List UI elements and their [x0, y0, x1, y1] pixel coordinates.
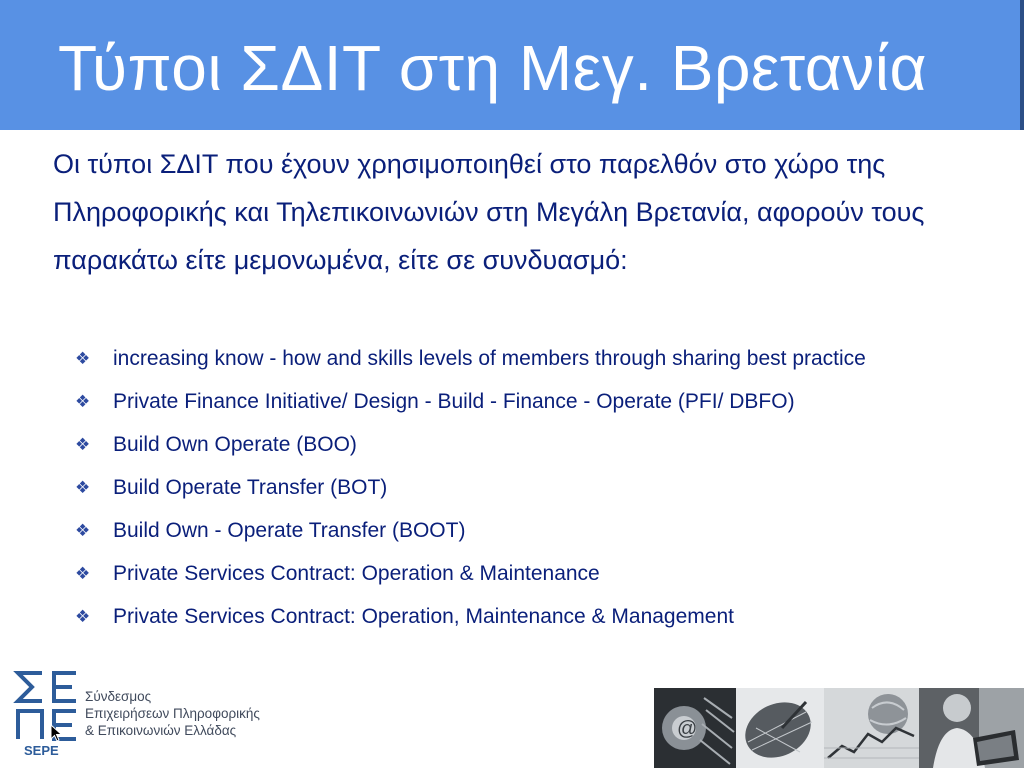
photo-strip [654, 688, 1024, 768]
list-item [75, 512, 975, 549]
list-item-text: Build Own - Operate Transfer (BOOT) [113, 519, 466, 542]
list-item-text: Private Services Contract: Operation & Maintenance [113, 562, 600, 585]
diamond-bullet-icon: ❖ [75, 564, 91, 583]
diamond-bullet-icon: ❖ [75, 349, 91, 368]
intro-paragraph: Οι τύποι ΣΔΙΤ που έχουν χρησιμοποιηθεί στο παρελθόν στο χώρο της Πληροφορικής και Τηλεπικοινωνιών στη Μεγάλη Βρετανία, αφορούν τους παρακάτω είτε μεμονωμένα, είτε σε συνδυασμό: [53, 149, 925, 275]
diamond-bullet-icon: ❖ [75, 478, 91, 497]
list-item-text: increasing know - how and skills levels of members through sharing best practice [113, 347, 866, 370]
svg-text:@: @ [677, 718, 698, 740]
list-item [75, 340, 975, 377]
laptop-user-photo [919, 688, 1024, 768]
list-item-text: Private Finance Initiative/ Design - Build - Finance - Operate (PFI/ DBFO) [113, 390, 795, 413]
logo-line: Επιχειρήσεων Πληροφορικής [85, 706, 260, 721]
list-item-text: Build Operate Transfer (BOT) [113, 476, 388, 499]
list-item-text: Build Own Operate (BOO) [113, 433, 357, 456]
bullet-list [75, 340, 975, 641]
logo-caption [85, 688, 260, 739]
list-item [75, 555, 975, 592]
slide-title: Τύποι ΣΔΙΤ στη Μεγ. Βρετανία [58, 32, 927, 104]
network-photo [654, 688, 736, 768]
diamond-bullet-icon: ❖ [75, 435, 91, 454]
diamond-bullet-icon: ❖ [75, 392, 91, 411]
list-item [75, 383, 975, 420]
list-item [75, 469, 975, 506]
mouse-cursor-icon [50, 724, 64, 742]
satellite-dish-photo [736, 688, 824, 768]
logo-abbreviation: SEPE [24, 743, 59, 758]
logo-line: & Επικοινωνιών Ελλάδας [85, 723, 237, 738]
list-item [75, 598, 975, 635]
diamond-bullet-icon: ❖ [75, 521, 91, 540]
diamond-bullet-icon: ❖ [75, 607, 91, 626]
list-item [75, 426, 975, 463]
list-item-text: Private Services Contract: Operation, Maintenance & Management [113, 605, 734, 628]
title-bar-edge [1020, 0, 1024, 130]
logo-line: Σύνδεσμος [85, 689, 152, 704]
title-bar [0, 0, 1020, 130]
finance-chart-photo [824, 688, 919, 768]
